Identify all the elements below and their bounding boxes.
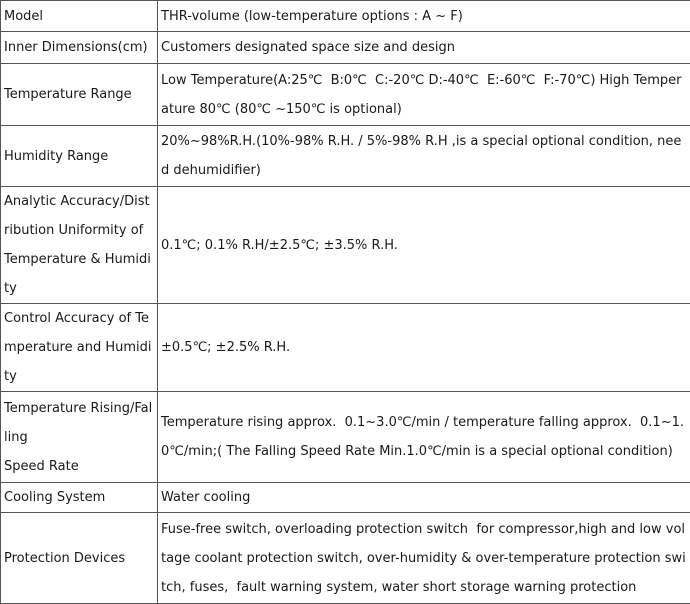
spec-label: Temperature Rising/Falling Speed Rate: [1, 392, 158, 483]
spec-row-cooling-system: [1, 483, 690, 513]
spec-label: Control Accuracy of Temperature and Humidity: [1, 304, 158, 392]
spec-row-analytic-accuracy: [1, 187, 690, 304]
spec-row-protection-devices: [1, 513, 690, 604]
spec-value: Low Temperature(A:25℃ B:0℃ C:-20℃ D:-40℃ E:-60℃ F:-70℃) High Temperature 80℃ (80℃ ~150℃ is optional): [158, 64, 690, 126]
spec-label: Inner Dimensions(cm): [1, 32, 158, 64]
spec-value: 20%~98%R.H.(10%-98% R.H. / 5%-98% R.H ,is a special optional condition, need dehumidifier): [158, 126, 690, 187]
spec-label: Humidity Range: [1, 126, 158, 187]
spec-label: Temperature Range: [1, 64, 158, 126]
spec-value: THR-volume (low-temperature options : A ~ F): [158, 1, 690, 32]
spec-row-inner-dimensions: [1, 32, 690, 64]
spec-value: 0.1℃; 0.1% R.H/±2.5℃; ±3.5% R.H.: [158, 187, 690, 304]
spec-row-temperature-range: [1, 64, 690, 126]
spec-label: Model: [1, 1, 158, 32]
spec-label: Cooling System: [1, 483, 158, 513]
spec-row-humidity-range: [1, 126, 690, 187]
spec-value: Temperature rising approx. 0.1~3.0℃/min / temperature falling approx. 0.1~1.0℃/min;( The Falling Speed Rate Min.1.0℃/min is a special optional condition): [158, 392, 690, 483]
spec-row-speed-rate: [1, 392, 690, 483]
spec-value: Water cooling: [158, 483, 690, 513]
spec-label: Analytic Accuracy/Distribution Uniformity of Temperature & Humidity: [1, 187, 158, 304]
spec-row-model: [1, 1, 690, 32]
spec-value: ±0.5℃; ±2.5% R.H.: [158, 304, 690, 392]
spec-value: Customers designated space size and design: [158, 32, 690, 64]
spec-row-control-accuracy: [1, 304, 690, 392]
spec-label: Protection Devices: [1, 513, 158, 604]
spec-value: Fuse-free switch, overloading protection switch for compressor,high and low voltage coolant protection switch, over-humidity & over-temperature protection switch, fuses, fault warning system, water short storage warning protection: [158, 513, 690, 604]
